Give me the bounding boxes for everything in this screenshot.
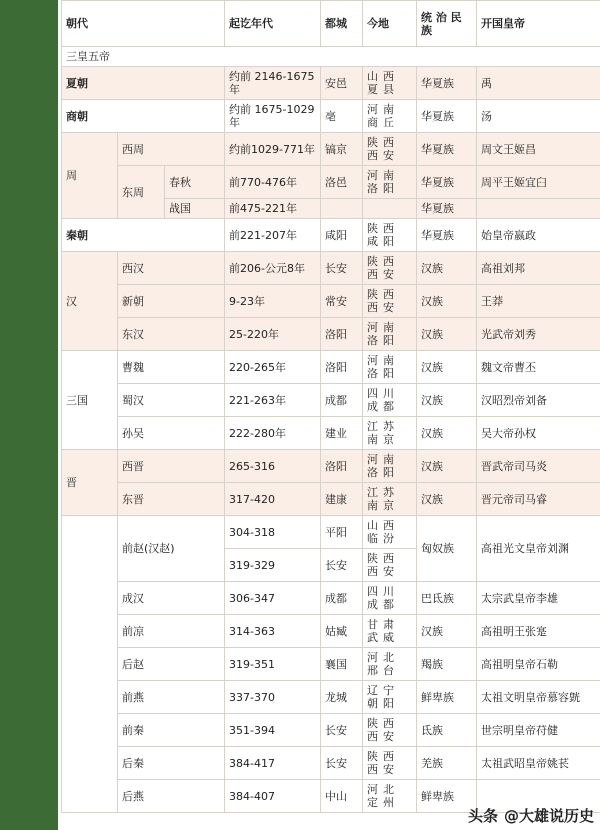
sub-dynasty-name: 孙吴	[118, 417, 225, 450]
today-cell: 河南商丘	[363, 100, 417, 133]
sub-dynasty-name: 前赵(汉赵)	[118, 516, 225, 582]
ethnicity-cell: 氐族	[417, 714, 477, 747]
sub-dynasty-name: 后燕	[118, 780, 225, 813]
table-row	[62, 67, 600, 100]
sub-dynasty-name: 西汉	[118, 252, 225, 285]
years-cell: 306-347	[225, 582, 321, 615]
today-cell: 河南洛阳	[363, 450, 417, 483]
years-cell: 约前1029-771年	[225, 133, 321, 166]
capital-cell: 长安	[321, 252, 363, 285]
years-cell: 25-220年	[225, 318, 321, 351]
founder-cell: 周平王姬宜臼	[477, 166, 600, 199]
header-capital: 都城	[321, 1, 363, 47]
table-header-row	[62, 1, 600, 47]
founder-cell: 吴大帝孙权	[477, 417, 600, 450]
founder-cell: 魏文帝曹丕	[477, 351, 600, 384]
ethnicity-cell: 汉族	[417, 384, 477, 417]
capital-cell: 安邑	[321, 67, 363, 100]
today-cell: 陕西西安	[363, 747, 417, 780]
table-row	[62, 384, 600, 417]
years-cell: 265-316	[225, 450, 321, 483]
today-cell: 陕西西安	[363, 133, 417, 166]
today-cell: 山西夏县	[363, 67, 417, 100]
years-cell: 220-265年	[225, 351, 321, 384]
sub-dynasty-name: 前秦	[118, 714, 225, 747]
period-name: 战国	[165, 199, 225, 219]
today-cell: 江苏南京	[363, 417, 417, 450]
today-cell: 河北定州	[363, 780, 417, 813]
capital-cell	[321, 199, 363, 219]
years-cell: 304-318	[225, 516, 321, 549]
years-cell: 222-280年	[225, 417, 321, 450]
table-row	[62, 252, 600, 285]
years-cell: 9-23年	[225, 285, 321, 318]
today-cell: 陕西西安	[363, 714, 417, 747]
capital-cell: 襄国	[321, 648, 363, 681]
capital-cell: 成都	[321, 384, 363, 417]
header-today: 今地	[363, 1, 417, 47]
ethnicity-cell: 汉族	[417, 318, 477, 351]
sub-dynasty-name: 后赵	[118, 648, 225, 681]
table-row	[62, 582, 600, 615]
ethnicity-cell: 鲜卑族	[417, 681, 477, 714]
capital-cell: 姑臧	[321, 615, 363, 648]
capital-cell: 常安	[321, 285, 363, 318]
today-cell: 河南洛阳	[363, 318, 417, 351]
capital-cell: 洛邑	[321, 166, 363, 199]
today-cell: 山西临汾	[363, 516, 417, 549]
years-cell: 337-370	[225, 681, 321, 714]
ethnicity-cell: 华夏族	[417, 67, 477, 100]
capital-cell: 成都	[321, 582, 363, 615]
table-row	[62, 450, 600, 483]
table-row	[62, 747, 600, 780]
table-row	[62, 100, 600, 133]
years-cell: 314-363	[225, 615, 321, 648]
founder-cell: 晋武帝司马炎	[477, 450, 600, 483]
header-ethnicity: 统 治 民族	[417, 1, 477, 47]
sub-dynasty-name: 东晋	[118, 483, 225, 516]
today-cell: 辽宁朝阳	[363, 681, 417, 714]
founder-cell: 高祖刘邦	[477, 252, 600, 285]
today-cell: 陕西咸阳	[363, 219, 417, 252]
today-cell: 河南洛阳	[363, 166, 417, 199]
founder-cell: 太祖武昭皇帝姚苌	[477, 747, 600, 780]
ethnicity-cell: 华夏族	[417, 199, 477, 219]
header-dynasty: 朝代	[62, 1, 225, 47]
founder-cell: 汉昭烈帝刘备	[477, 384, 600, 417]
capital-cell: 咸阳	[321, 219, 363, 252]
sub-dynasty-name: 曹魏	[118, 351, 225, 384]
founder-cell: 汤	[477, 100, 600, 133]
table-row	[62, 351, 600, 384]
sub-dynasty-name: 西晋	[118, 450, 225, 483]
today-cell: 陕西西安	[363, 252, 417, 285]
dynasty-name: 夏朝	[62, 67, 225, 100]
table-row	[62, 417, 600, 450]
table-container	[61, 0, 600, 830]
left-side-bar	[0, 0, 58, 830]
years-cell: 351-394	[225, 714, 321, 747]
founder-cell: 禹	[477, 67, 600, 100]
today-cell: 陕西西安	[363, 285, 417, 318]
founder-cell: 晋元帝司马睿	[477, 483, 600, 516]
sub-dynasty-name: 东周	[118, 166, 165, 219]
dynasty-name: 秦朝	[62, 219, 225, 252]
ethnicity-cell: 华夏族	[417, 133, 477, 166]
founder-cell: 太宗武皇帝李雄	[477, 582, 600, 615]
ethnicity-cell: 羯族	[417, 648, 477, 681]
sub-dynasty-name: 前凉	[118, 615, 225, 648]
ethnicity-cell: 华夏族	[417, 219, 477, 252]
header-years: 起讫年代	[225, 1, 321, 47]
ethnicity-cell: 汉族	[417, 351, 477, 384]
ethnicity-cell: 汉族	[417, 417, 477, 450]
today-cell	[363, 199, 417, 219]
ethnicity-cell: 汉族	[417, 450, 477, 483]
table-row	[62, 133, 600, 166]
ethnicity-cell: 汉族	[417, 615, 477, 648]
dynasty-name: 商朝	[62, 100, 225, 133]
sub-dynasty-name: 新朝	[118, 285, 225, 318]
ethnicity-cell: 华夏族	[417, 166, 477, 199]
table-row	[62, 516, 600, 549]
founder-cell: 太祖文明皇帝慕容皝	[477, 681, 600, 714]
founder-cell: 高祖明皇帝石勒	[477, 648, 600, 681]
table-row	[62, 648, 600, 681]
sub-dynasty-name: 前燕	[118, 681, 225, 714]
period-name: 春秋	[165, 166, 225, 199]
capital-cell: 镐京	[321, 133, 363, 166]
table-row	[62, 681, 600, 714]
ethnicity-cell: 巴氐族	[417, 582, 477, 615]
sub-dynasty-name: 成汉	[118, 582, 225, 615]
years-cell: 前475-221年	[225, 199, 321, 219]
today-cell: 河南洛阳	[363, 351, 417, 384]
years-cell: 317-420	[225, 483, 321, 516]
dynasty-group-blank	[62, 516, 118, 813]
ethnicity-cell: 羌族	[417, 747, 477, 780]
watermark-prefix: 头条	[467, 807, 498, 825]
today-cell: 甘肃武威	[363, 615, 417, 648]
header-founder: 开国皇帝	[477, 1, 600, 47]
table-row	[62, 219, 600, 252]
table-row	[62, 47, 600, 67]
dynasty-table	[61, 0, 600, 813]
ethnicity-cell: 鲜卑族	[417, 780, 477, 813]
ethnicity-cell: 华夏族	[417, 100, 477, 133]
years-cell: 前770-476年	[225, 166, 321, 199]
table-row	[62, 714, 600, 747]
founder-cell: 高祖明王张寔	[477, 615, 600, 648]
table-row	[62, 483, 600, 516]
founder-cell: 世宗明皇帝苻健	[477, 714, 600, 747]
table-row	[62, 615, 600, 648]
founder-cell: 王莽	[477, 285, 600, 318]
ethnicity-cell: 匈奴族	[417, 516, 477, 582]
dynasty-group: 周	[62, 133, 118, 219]
ethnicity-cell: 汉族	[417, 252, 477, 285]
years-cell: 221-263年	[225, 384, 321, 417]
capital-cell: 建业	[321, 417, 363, 450]
dynasty-group: 汉	[62, 252, 118, 351]
ethnicity-cell: 汉族	[417, 483, 477, 516]
years-cell: 319-329	[225, 549, 321, 582]
today-cell: 江苏南京	[363, 483, 417, 516]
table-row	[62, 285, 600, 318]
capital-cell: 长安	[321, 747, 363, 780]
sub-dynasty-name: 蜀汉	[118, 384, 225, 417]
founder-cell	[477, 199, 600, 219]
years-cell: 前206-公元8年	[225, 252, 321, 285]
capital-cell: 洛阳	[321, 351, 363, 384]
sanhuang-cell: 三皇五帝	[62, 47, 600, 67]
watermark-author: @大雄说历史	[503, 807, 594, 825]
table-row	[62, 166, 600, 199]
dynasty-group: 晋	[62, 450, 118, 516]
table-row	[62, 318, 600, 351]
years-cell: 约前 2146-1675 年	[225, 67, 321, 100]
capital-cell: 亳	[321, 100, 363, 133]
years-cell: 前221-207年	[225, 219, 321, 252]
today-cell: 河北邢台	[363, 648, 417, 681]
today-cell: 四川成都	[363, 582, 417, 615]
dynasty-group: 三国	[62, 351, 118, 450]
capital-cell: 洛阳	[321, 450, 363, 483]
capital-cell: 长安	[321, 714, 363, 747]
years-cell: 约前 1675-1029 年	[225, 100, 321, 133]
founder-cell: 始皇帝嬴政	[477, 219, 600, 252]
years-cell: 319-351	[225, 648, 321, 681]
sub-dynasty-name: 东汉	[118, 318, 225, 351]
capital-cell: 长安	[321, 549, 363, 582]
sub-dynasty-name: 西周	[118, 133, 225, 166]
years-cell: 384-417	[225, 747, 321, 780]
capital-cell: 中山	[321, 780, 363, 813]
founder-cell: 高祖光文皇帝刘渊	[477, 516, 600, 582]
capital-cell: 建康	[321, 483, 363, 516]
sub-dynasty-name: 后秦	[118, 747, 225, 780]
ethnicity-cell: 汉族	[417, 285, 477, 318]
years-cell: 384-407	[225, 780, 321, 813]
founder-cell: 周文王姬昌	[477, 133, 600, 166]
founder-cell: 光武帝刘秀	[477, 318, 600, 351]
capital-cell: 洛阳	[321, 318, 363, 351]
today-cell: 四川成都	[363, 384, 417, 417]
watermark	[468, 805, 594, 826]
today-cell: 陕西西安	[363, 549, 417, 582]
capital-cell: 龙城	[321, 681, 363, 714]
capital-cell: 平阳	[321, 516, 363, 549]
